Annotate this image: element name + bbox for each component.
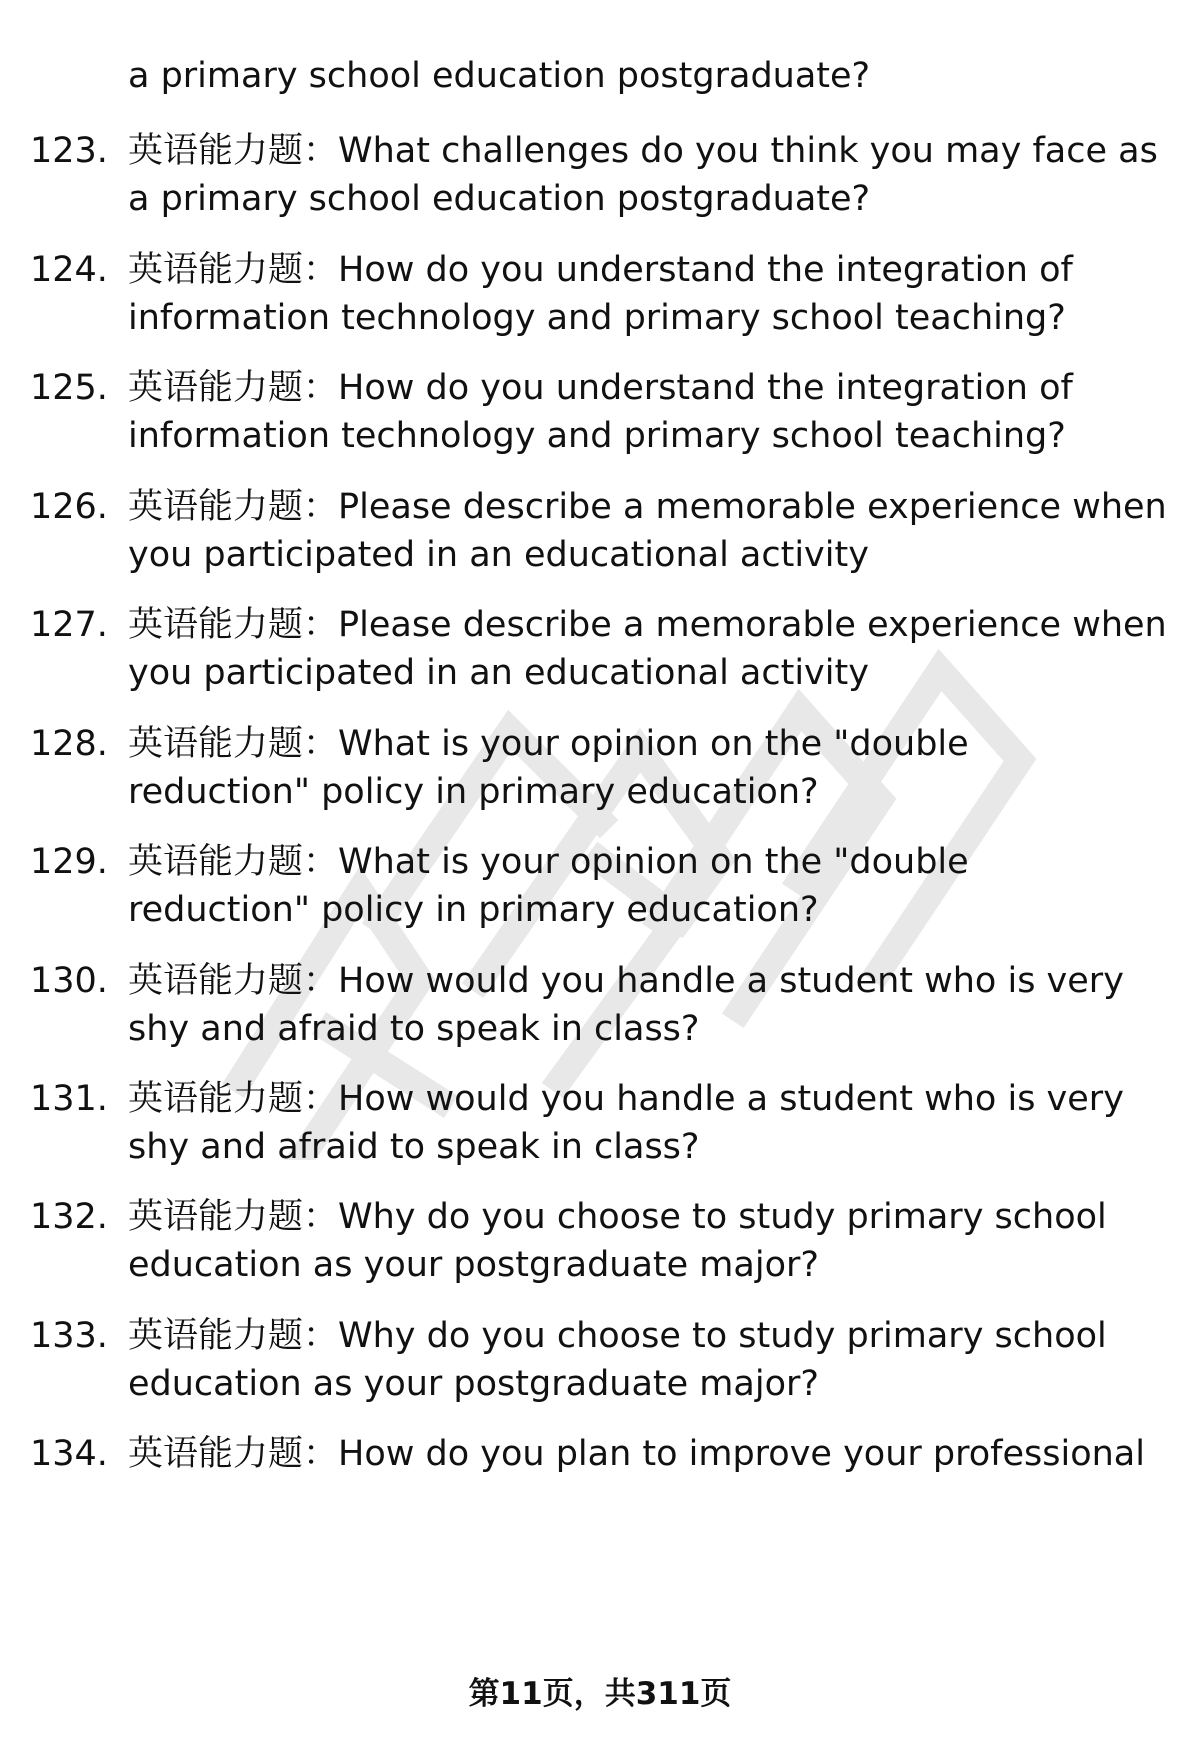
question-label: 英语能力题： [128, 961, 339, 1001]
question-text-line2: education as your postgraduate major? [128, 1364, 819, 1404]
question-label: 英语能力题： [128, 605, 339, 645]
question-text-line2: a primary school education postgraduate? [128, 179, 871, 219]
question-text-line2: you participated in an educational activity [128, 653, 869, 693]
question-text-line1: Why do you choose to study primary school [338, 1197, 1107, 1237]
question-label: 英语能力题： [128, 1316, 339, 1356]
question-label: 英语能力题： [128, 487, 339, 527]
question-number: 129. [30, 842, 108, 882]
question-number: 131. [30, 1079, 108, 1119]
question-number: 134. [30, 1434, 108, 1474]
question-text-line1: How do you understand the integration of [338, 250, 1073, 290]
question-number: 128. [30, 724, 108, 764]
question-text-line2: education as your postgraduate major? [128, 1245, 819, 1285]
question-text-line1: Please describe a memorable experience when [338, 487, 1167, 527]
continued-line: a primary school education postgraduate? [128, 56, 871, 96]
question-label: 英语能力题： [128, 1434, 339, 1474]
question-label: 英语能力题： [128, 131, 339, 171]
question-text-line1: How would you handle a student who is very [338, 1079, 1124, 1119]
question-text-line2: shy and afraid to speak in class? [128, 1009, 700, 1049]
question-number: 127. [30, 605, 108, 645]
question-text-line2: reduction" policy in primary education? [128, 772, 819, 812]
question-text-line2: information technology and primary school teaching? [128, 416, 1066, 456]
question-text-line1: How do you understand the integration of [338, 368, 1073, 408]
question-text-line2: information technology and primary school teaching? [128, 298, 1066, 338]
question-text-line2: reduction" policy in primary education? [128, 890, 819, 930]
question-label: 英语能力题： [128, 842, 339, 882]
question-text-line1: Why do you choose to study primary school [338, 1316, 1107, 1356]
question-text-line1: How would you handle a student who is very [338, 961, 1124, 1001]
question-number: 123. [30, 131, 108, 171]
question-text-line1: What is your opinion on the "double [338, 724, 969, 764]
question-number: 130. [30, 961, 108, 1001]
question-label: 英语能力题： [128, 1197, 339, 1237]
question-text-line1: What is your opinion on the "double [338, 842, 969, 882]
question-number: 124. [30, 250, 108, 290]
question-number: 132. [30, 1197, 108, 1237]
question-label: 英语能力题： [128, 724, 339, 764]
question-text-line2: you participated in an educational activity [128, 535, 869, 575]
question-label: 英语能力题： [128, 368, 339, 408]
question-number: 133. [30, 1316, 108, 1356]
question-label: 英语能力题： [128, 250, 339, 290]
question-text-line2: shy and afraid to speak in class? [128, 1127, 700, 1167]
question-label: 英语能力题： [128, 1079, 339, 1119]
page-footer: 第11页，共311页 [468, 1676, 732, 1712]
question-text-line1: Please describe a memorable experience when [338, 605, 1167, 645]
question-text-line1: What challenges do you think you may face as [338, 131, 1158, 171]
question-number: 126. [30, 487, 108, 527]
question-text-line1: How do you plan to improve your professional [338, 1434, 1145, 1474]
question-number: 125. [30, 368, 108, 408]
